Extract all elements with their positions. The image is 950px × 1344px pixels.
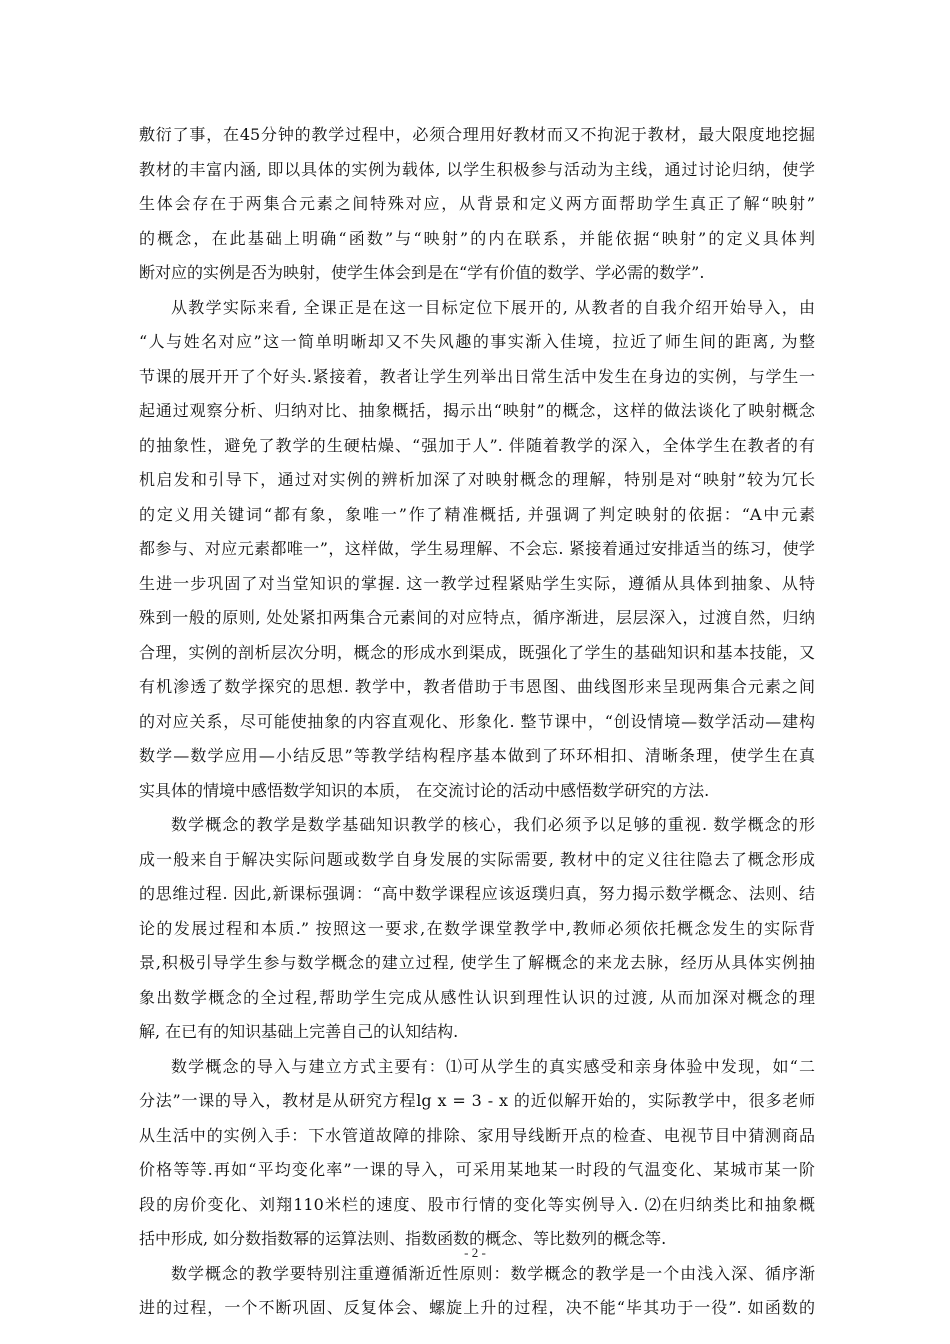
text-line: 节课的展开开了个好头.紧接着，教者让学生列举出日常生活中发生在身边的实例，与学生一 <box>139 366 815 386</box>
paragraph <box>139 118 815 291</box>
paragraph <box>139 291 815 809</box>
text-line: 有机渗透了数学探究的思想. 教学中，教者借助于韦恩图、曲线图形来呈现两集合元素之间 <box>139 677 815 696</box>
body-text <box>139 118 815 1326</box>
text-line: 景,积极引导学生参与数学概念的建立过程, 使学生了解概念的来龙去脉，经历从具体实例抽 <box>139 953 815 972</box>
text-line: 进的过程，一个不断巩固、反复体会、螺旋上升的过程，决不能“毕其功于一役”. 如函数的 <box>139 1298 815 1317</box>
text-line: 的定义用关键词“都有象，象唯一”作了精准概括, 并强调了判定映射的依据：“A中元素 <box>139 504 815 524</box>
page-number: - 2 - <box>464 1245 486 1260</box>
text-line: 教材的丰富内涵, 即以具体的实例为载体, 以学生积极参与活动为主线，通过讨论归纳，使学 <box>139 159 815 179</box>
text-line: 数学概念的导入与建立方式主要有：⑴可从学生的真实感受和亲身体验中发现，如“二 <box>171 1056 815 1076</box>
text-line: 实具体的情境中感悟数学知识的本质， 在交流讨论的活动中感悟数学研究的方法. <box>139 780 710 800</box>
text-line: 都参与、对应元素都唯一”，这样做，学生易理解、不会忘. 紧接着通过安排适当的练习，使学 <box>139 539 815 558</box>
text-line: 生进一步巩固了对当堂知识的掌握. 这一教学过程紧贴学生实际，遵循从具体到抽象、从特 <box>139 573 815 593</box>
text-line: 价格等等.再如“平均变化率”一课的导入，可采用某地某一时段的气温变化、某城市某一阶 <box>139 1160 815 1179</box>
text-line: 括中形成, 如分数指数幂的运算法则、指数函数的概念、等比数列的概念等. <box>139 1229 667 1248</box>
text-line: 从教学实际来看, 全课正是在这一目标定位下展开的, 从教者的自我介绍开始导入，由 <box>171 297 815 317</box>
text-line: 的思维过程. 因此,新课标强调：“高中数学课程应该返璞归真，努力揭示数学概念、法则、结 <box>139 884 815 903</box>
text-line: 合理，实例的剖析层次分明，概念的形成水到渠成，既强化了学生的基础知识和基本技能，又 <box>139 642 815 662</box>
text-line: 起通过观察分析、归纳对比、抽象概括，揭示出“映射”的概念，这样的做法谈化了映射概念 <box>139 401 815 420</box>
text-line: 象出数学概念的全过程,帮助学生完成从感性认识到理性认识的过渡, 从而加深对概念的理 <box>139 987 815 1007</box>
text-line: 段的房价变化、刘翔110米栏的速度、股市行情的变化等实例导入. ⑵在归纳类比和抽象概 <box>139 1194 815 1214</box>
text-line: 机启发和引导下，通过对实例的辨析加深了对映射概念的理解，特别是对“映射”较为冗长 <box>139 470 815 489</box>
text-line: 成一般来自于解决实际问题或数学自身发展的实际需要, 教材中的定义往往隐去了概念形成 <box>139 849 815 869</box>
text-line: 解, 在已有的知识基础上完善自己的认知结构. <box>139 1022 459 1041</box>
text-line: 的对应关系，尽可能使抽象的内容直观化、形象化. 整节课中，“创设情境—数学活动—建构 <box>139 711 815 731</box>
text-line: 的概念，在此基础上明确“函数”与“映射”的内在联系，并能依据“映射”的定义具体判 <box>139 228 815 248</box>
text-line: “人与姓名对应”这一简单明晰却又不失风趣的事实渐入佳境，拉近了师生间的距离, 为整 <box>139 332 815 351</box>
text-line: 数学—数学应用—小结反思”等教学结构程序基本做到了环环相扣、清晰条理，使学生在真 <box>139 746 815 765</box>
text-line: 论的发展过程和本质.” 按照这一要求,在数学课堂教学中,教师必须依托概念发生的实际背 <box>139 918 815 938</box>
text-line: 的抽象性，避免了教学的生硬枯燥、“强加于人”. 伴随着教学的深入，全体学生在教者的有 <box>139 435 815 455</box>
paragraph <box>139 808 815 1050</box>
text-line: 殊到一般的原则, 处处紧扣两集合元素间的对应特点，循序渐进，层层深入，过渡自然，归纳 <box>139 608 815 627</box>
text-line: 数学概念的教学要特别注重遵循渐近性原则：数学概念的教学是一个由浅入深、循序渐 <box>171 1263 815 1283</box>
text-line: 分法”一课的导入，教材是从研究方程lg x = 3 - x 的近似解开始的，实际教学中，很多老师 <box>139 1091 815 1110</box>
text-line: 从生活中的实例入手：下水管道故障的排除、家用导线断开点的检查、电视节目中猜测商品 <box>139 1125 815 1145</box>
text-line: 敷衍了事，在45分钟的教学过程中，必须合理用好教材而又不拘泥于教材，最大限度地挖掘 <box>139 125 815 144</box>
paragraph <box>139 1050 815 1257</box>
paragraph <box>139 1257 815 1326</box>
text-line: 数学概念的教学是数学基础知识教学的核心，我们必须予以足够的重视. 数学概念的形 <box>171 815 815 834</box>
text-line: 断对应的实例是否为映射，使学生体会到是在“学有价值的数学、学必需的数学”. <box>139 263 705 282</box>
text-line: 生体会存在于两集合元素之间特殊对应，从背景和定义两方面帮助学生真正了解“映射” <box>139 194 815 213</box>
